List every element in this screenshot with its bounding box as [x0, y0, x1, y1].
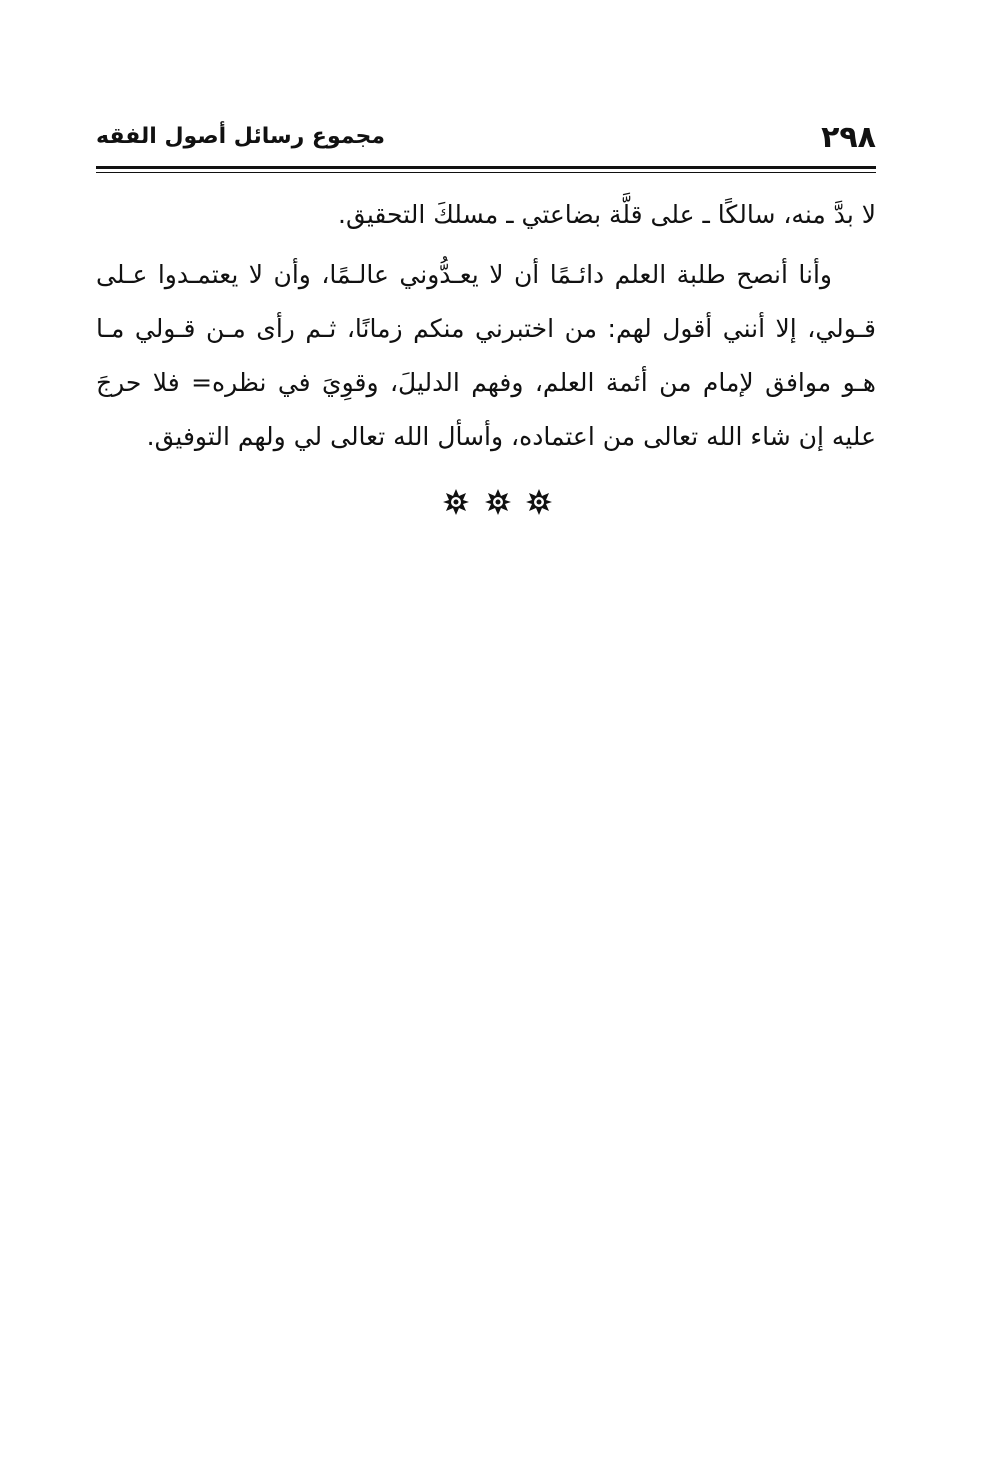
- page-header: [96, 118, 876, 158]
- paragraph-2: وأنا أنصح طلبة العلم دائـمًا أن لا يعـدُّوني عالـمًا، وأن لا يعتمـدوا عـلى قـولي، إلا أنني أقول لهم: من اختبرني منكم زمانًا، ثـم رأى مـن قـولي مـا هـو موافق لإمام من أئمة العلم، وفهم الدليلَ، وقوِيَ في نظره= فلا حرجَ عليه إن شاء الله تعالى من اعتماده، وأسأل الله تعالى لي ولهم التوفيق.: [96, 260, 876, 451]
- page-number: ٢٩٨: [821, 120, 876, 155]
- star-ornament-icon: [442, 488, 470, 516]
- body-text: [96, 188, 876, 464]
- header-rule-thin: [96, 172, 876, 173]
- star-ornament-icon: [525, 488, 553, 516]
- paragraph-1: لا بدَّ منه، سالكًا ـ على قلَّة بضاعتي ـ مسلكَ التحقيق.: [338, 200, 876, 229]
- running-title: مجموع رسائل أصول الفقه: [96, 124, 385, 149]
- section-end-ornaments: [0, 488, 995, 516]
- star-ornament-icon: [484, 488, 512, 516]
- header-rule-thick: [96, 166, 876, 169]
